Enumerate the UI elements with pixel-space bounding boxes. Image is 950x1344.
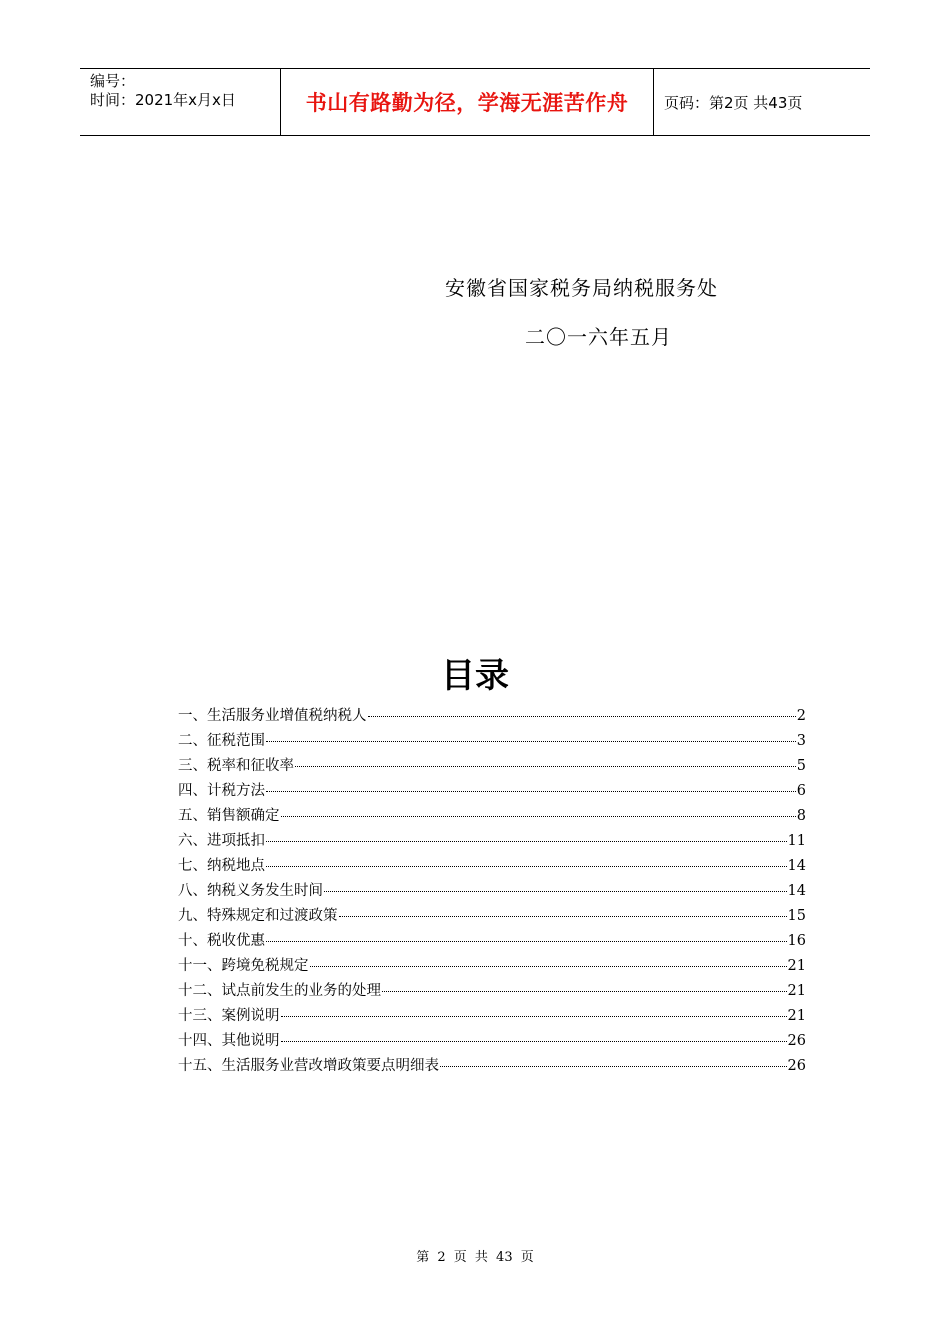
toc-entry-label: 四、计税方法 [178,783,265,799]
toc-entry[interactable] [178,1029,806,1054]
toc-entry[interactable] [178,1054,806,1079]
toc-leader [266,841,787,842]
toc-leader [339,916,787,917]
toc-entry-label: 二、征税范围 [178,733,265,749]
toc-leader [440,1066,787,1067]
issue-date: 二〇一六年五月 [525,325,672,349]
toc-entry-label: 十四、其他说明 [178,1033,280,1049]
toc-leader [266,866,787,867]
toc-entry-label: 一、生活服务业增值税纳税人 [178,708,367,724]
issuing-organization: 安徽省国家税务局纳税服务处 [445,276,718,300]
toc-leader [266,791,796,792]
toc-entry[interactable] [178,804,806,829]
toc-entry[interactable] [178,929,806,954]
toc-leader [281,816,796,817]
toc-entry-page: 3 [796,733,806,749]
toc-entry[interactable] [178,879,806,904]
toc-entry[interactable] [178,829,806,854]
toc-entry-page: 6 [796,783,806,799]
toc-leader [324,891,787,892]
toc-entry-label: 十三、案例说明 [178,1008,280,1024]
toc-entry[interactable] [178,704,806,729]
toc-entry[interactable] [178,754,806,779]
toc-entry-label: 五、销售额确定 [178,808,280,824]
toc-entry-page: 21 [787,983,806,999]
toc-leader [266,941,787,942]
toc-entry-page: 14 [787,858,806,874]
toc-entry[interactable] [178,904,806,929]
toc-entry-label: 十、税收优惠 [178,933,265,949]
toc-entry-page: 5 [796,758,806,774]
document-number-label: 编号： [90,72,136,90]
toc-leader [281,1016,787,1017]
toc-entry-label: 六、进项抵扣 [178,833,265,849]
toc-entry-page: 26 [787,1058,806,1074]
toc-entry-page: 2 [796,708,806,724]
toc-entry[interactable] [178,954,806,979]
toc-entry[interactable] [178,979,806,1004]
document-time-label: 时间：2021年x月x日 [90,91,236,109]
toc-entry-label: 十五、生活服务业营改增政策要点明细表 [178,1058,439,1074]
toc-entry[interactable] [178,854,806,879]
toc-leader [295,766,796,767]
toc-entry-label: 九、特殊规定和过渡政策 [178,908,338,924]
toc-leader [368,716,796,717]
toc-entry[interactable] [178,1004,806,1029]
header-page-info: 页码：第2页 共43页 [664,93,803,112]
toc-entry[interactable] [178,729,806,754]
toc-leader [266,741,796,742]
toc-leader [281,1041,787,1042]
toc-leader [382,991,787,992]
header-meta [80,69,281,135]
page-footer: 第 2 页 共 43 页 [416,1250,534,1265]
toc-entry-page: 21 [787,958,806,974]
toc-leader [310,966,787,967]
toc-entry-page: 15 [787,908,806,924]
header-motto: 书山有路勤为径，学海无涯苦作舟 [281,69,654,135]
toc-entry-label: 七、纳税地点 [178,858,265,874]
toc-entry-label: 三、税率和征收率 [178,758,294,774]
toc-entry-label: 十一、跨境免税规定 [178,958,309,974]
toc-entry-page: 11 [787,833,806,849]
toc-title: 目录 [441,656,509,696]
table-of-contents [178,704,806,1079]
toc-entry-label: 十二、试点前发生的业务的处理 [178,983,381,999]
toc-entry-page: 8 [796,808,806,824]
toc-entry-label: 八、纳税义务发生时间 [178,883,323,899]
toc-entry-page: 21 [787,1008,806,1024]
toc-entry[interactable] [178,779,806,804]
toc-entry-page: 26 [787,1033,806,1049]
page-header [80,68,870,136]
toc-entry-page: 16 [787,933,806,949]
toc-entry-page: 14 [787,883,806,899]
